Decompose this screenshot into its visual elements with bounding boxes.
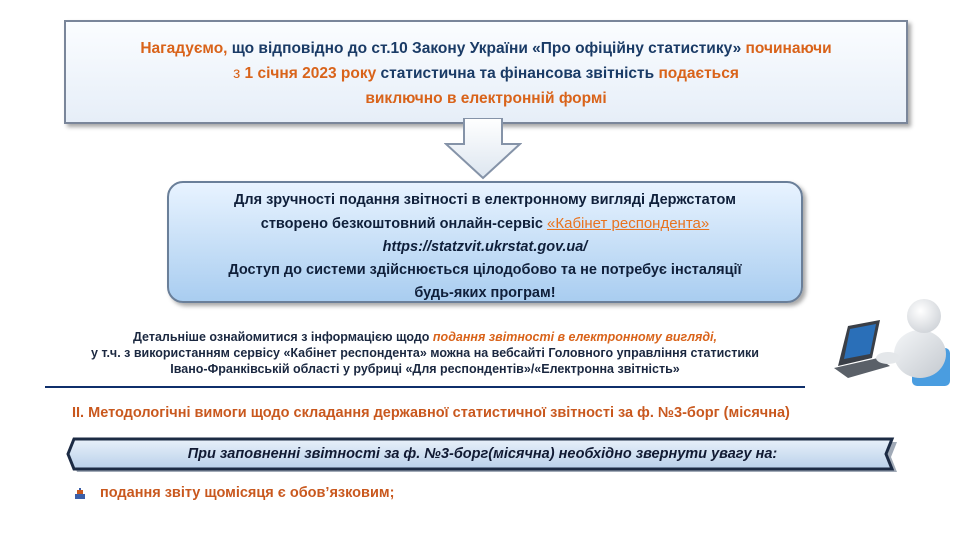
banner-text: При заповненні звітності за ф. №3-борг(місячна) необхідно звернути увагу на: (187, 446, 778, 462)
service-url[interactable]: https://statzvit.ukrstat.gov.ua/ (382, 239, 588, 255)
info-line-3: Івано-Франківській області у рубриці «Для респондентів»/«Електронна звітність» (170, 362, 680, 376)
info-line-2: у т.ч. з використанням сервісу «Кабінет респондента» можна на вебсайті Головного управління статистики (91, 346, 759, 360)
notice-line-2: з 1 січня 2023 року статистична та фінансова звітність подається (233, 65, 739, 82)
respondent-cabinet-link[interactable]: «Кабінет респондента» (547, 215, 710, 232)
service-line-2: створено безкоштовний онлайн-сервіс «Кабінет респондента» (260, 215, 710, 232)
service-line-1: Для зручності подання звітності в електронному вигляді Держстатом (234, 192, 736, 208)
notice-line-1: Нагадуємо, що відповідно до ст.10 Закону України «Про офіційну статистику» починаючи (140, 40, 832, 57)
service-line-5: будь-яких програм! (414, 285, 556, 301)
down-arrow-icon (444, 118, 522, 180)
list-item: подання звіту щомісяця є обов’язковим; (100, 485, 395, 501)
info-line-1: Детальніше ознайомитися з інформацією щодо подання звітності в електронному вигляді, (132, 330, 718, 344)
notice-line-3: виключно в електронній формі (365, 90, 607, 107)
section-heading: ІІ. Методологічні вимоги щодо складання державної статистичної звітності за ф. №3-борг (місячна) (72, 405, 790, 421)
bullet-icon (74, 488, 86, 500)
notice-box (64, 20, 908, 124)
service-line-4: Доступ до системи здійснюється цілодобово та не потребує інсталяції (228, 262, 742, 278)
service-box (167, 181, 803, 303)
divider (45, 386, 805, 388)
info-paragraph (45, 329, 805, 377)
person-at-laptop-icon (828, 296, 954, 390)
